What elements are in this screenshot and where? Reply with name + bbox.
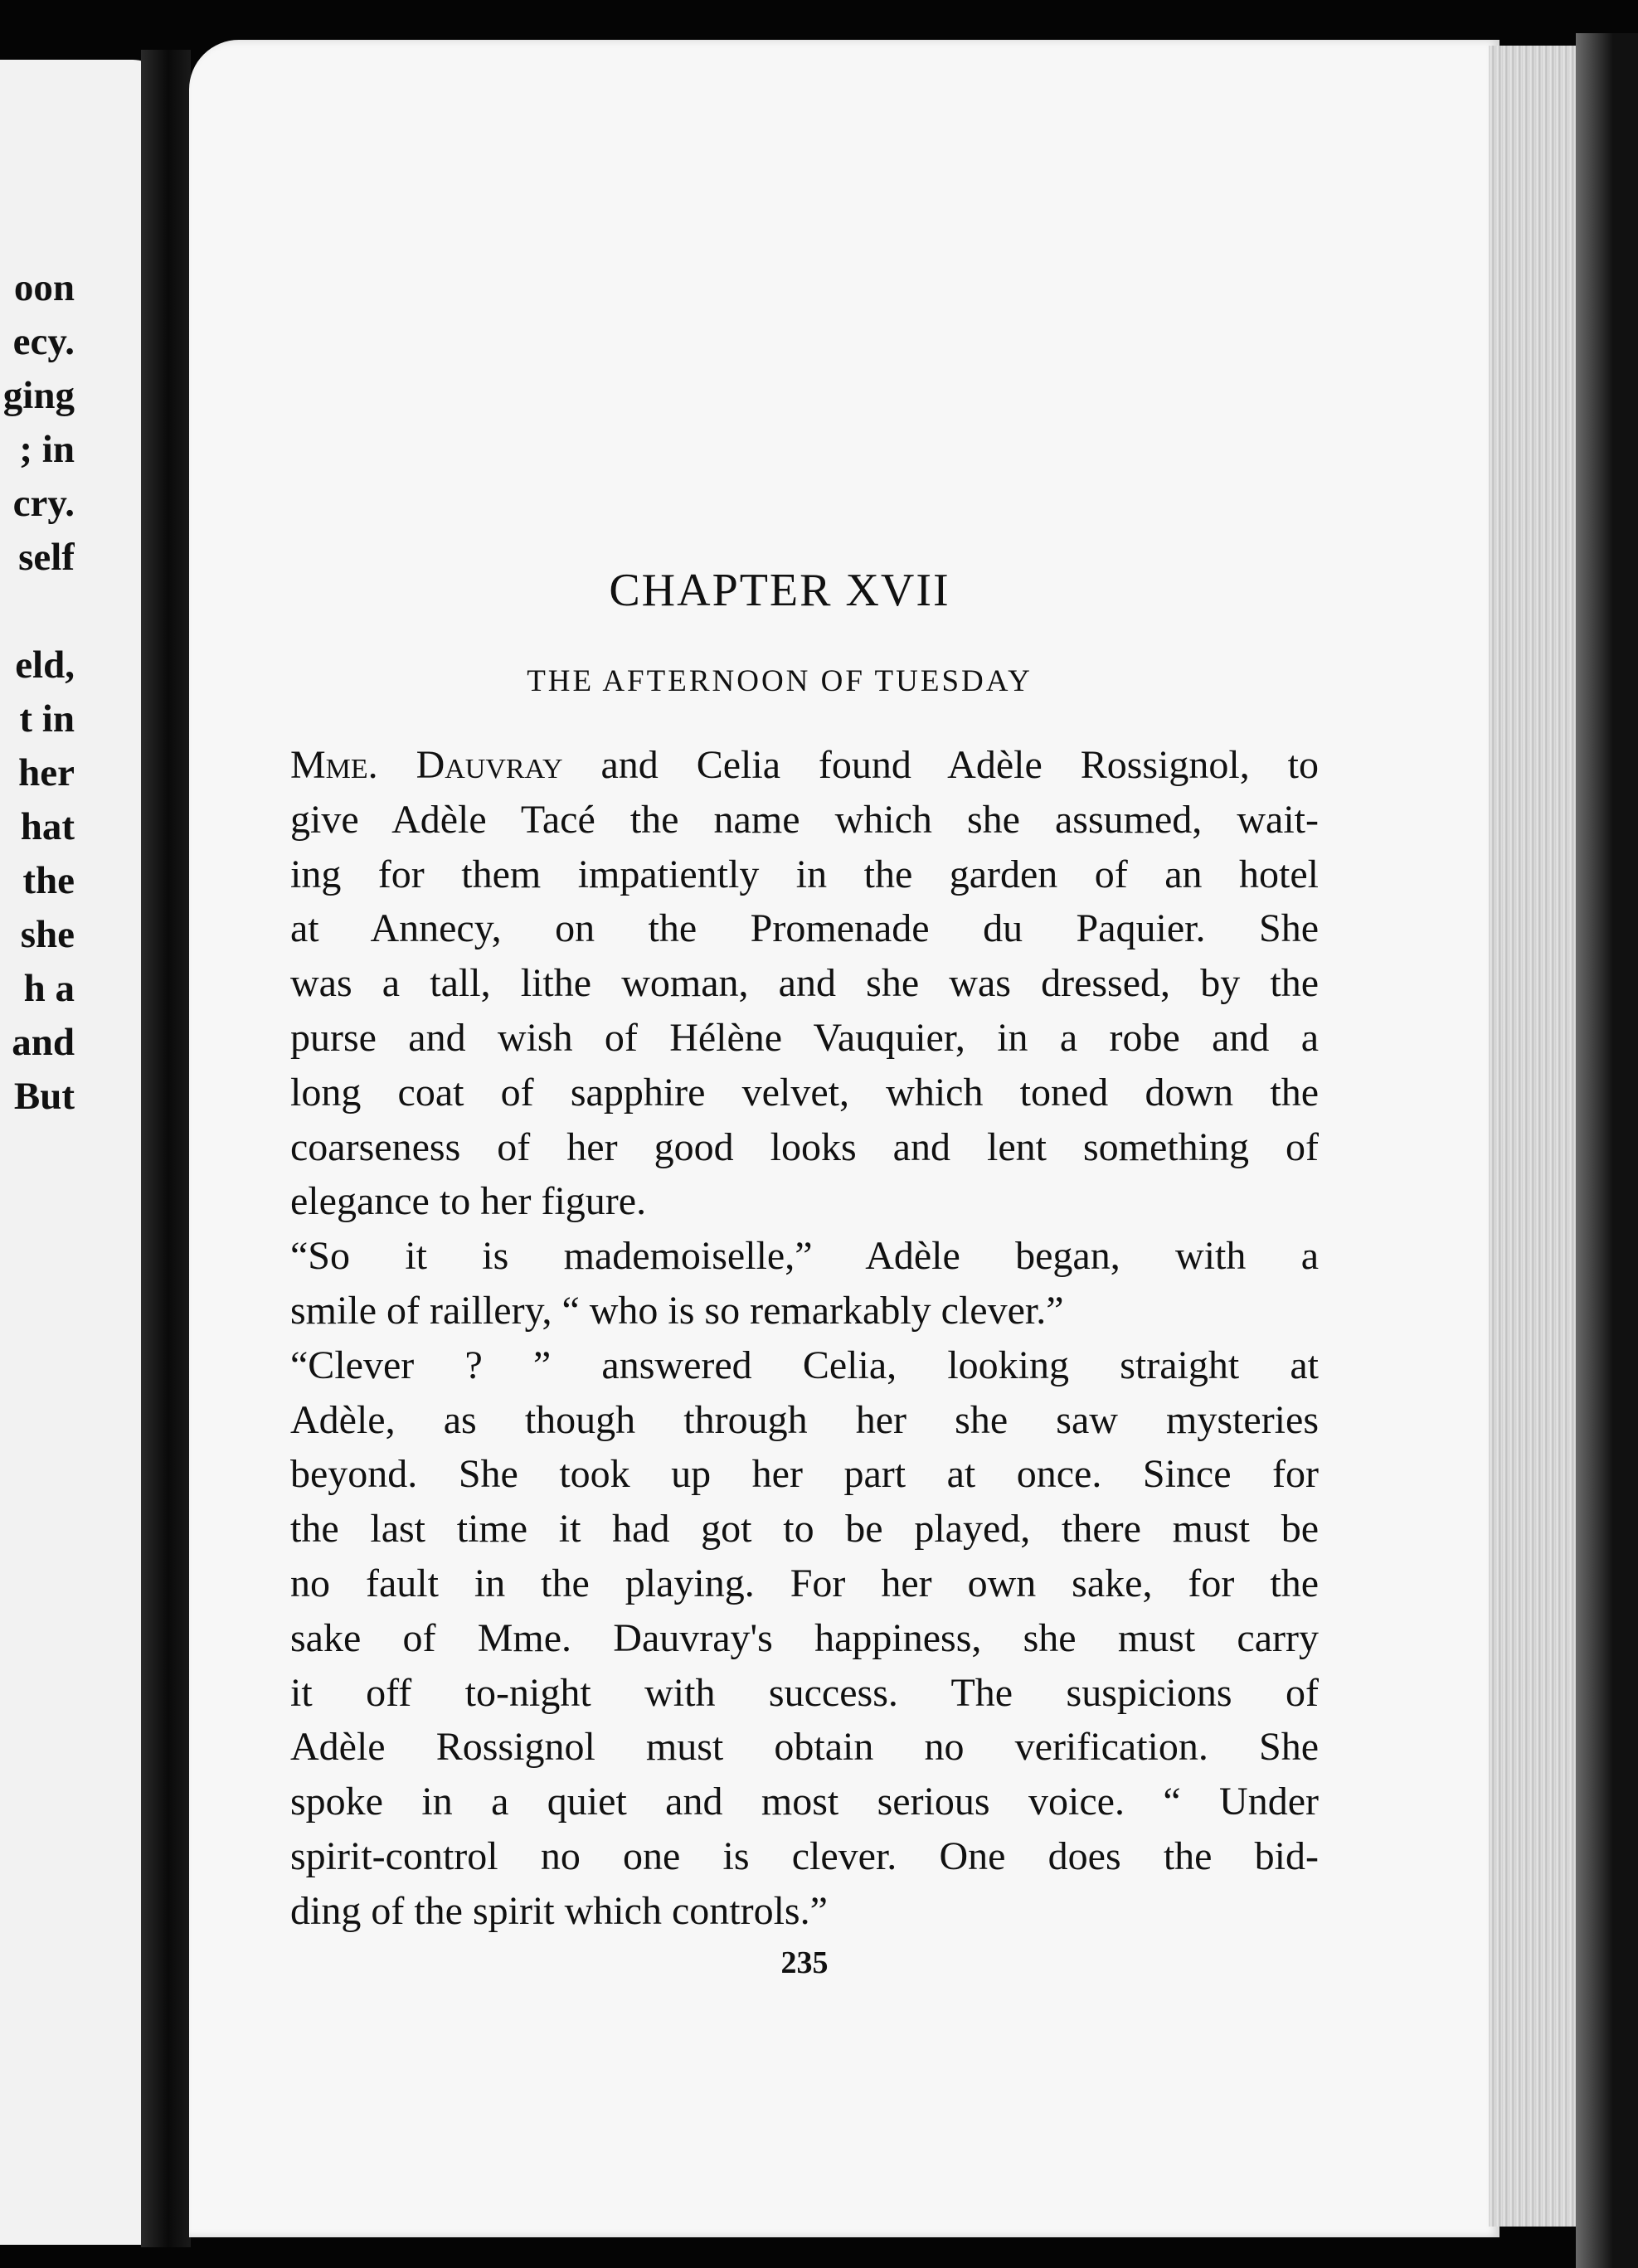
body-line: coarseness of her good looks and lent something of xyxy=(290,1124,1319,1169)
body-line: Adèle Rossignol must obtain no verification. She xyxy=(290,1725,1319,1770)
left-line: she xyxy=(20,913,75,956)
left-line: hat xyxy=(20,805,75,848)
first-line-rest: and Celia found Adèle Rossignol, to xyxy=(562,743,1320,787)
body-line: purse and wish of Hélène Vauquier, in a robe and a xyxy=(290,1015,1319,1060)
body-line: it off to-night with success. The suspicions of xyxy=(290,1670,1319,1715)
body-line: give Adèle Tacé the name which she assumed, wait- xyxy=(290,797,1319,842)
left-line: and xyxy=(12,1021,75,1064)
left-line: ecy. xyxy=(12,320,75,363)
body-line: spirit-control no one is clever. One does the bid- xyxy=(290,1833,1319,1878)
chapter-number: CHAPTER XVII xyxy=(609,565,950,616)
left-line: ; in xyxy=(19,428,75,471)
body-line: long coat of sapphire velvet, which toned down the xyxy=(290,1070,1319,1115)
page-number: 235 xyxy=(780,1945,829,1980)
left-line: the xyxy=(22,859,75,902)
body-line: the last time it had got to be played, there must be xyxy=(290,1507,1319,1552)
body-line: sake of Mme. Dauvray's happiness, she must carry xyxy=(290,1615,1319,1660)
body-line: spoke in a quiet and most serious voice. “ Under xyxy=(290,1780,1319,1824)
left-line: ging xyxy=(2,374,75,417)
left-line: self xyxy=(18,536,75,579)
book-cover-edge xyxy=(1576,33,1638,2268)
body-line: “Clever ? ” answered Celia, looking straight at xyxy=(290,1343,1319,1387)
opening-name: Mme. Dauvray xyxy=(290,743,563,787)
left-line: eld, xyxy=(15,643,75,687)
body-line: was a tall, lithe woman, and she was dressed, by the xyxy=(290,961,1319,1006)
left-line: But xyxy=(13,1075,75,1118)
book-gutter xyxy=(141,50,191,2247)
body-line-first xyxy=(290,738,1319,793)
body-line: Adèle, as though through her she saw mysteries xyxy=(290,1397,1319,1442)
chapter-title: THE AFTERNOON OF TUESDAY xyxy=(527,664,1033,698)
left-line: t in xyxy=(19,697,75,741)
body-line: “So it is mademoiselle,” Adèle began, with a xyxy=(290,1234,1319,1279)
left-line: oon xyxy=(13,266,75,309)
body-text xyxy=(290,738,1319,1939)
left-line: h a xyxy=(23,967,75,1010)
body-line: ding of the spirit which controls.” xyxy=(290,1888,828,1933)
body-line: beyond. She took up her part at once. Since for xyxy=(290,1452,1319,1497)
body-line: at Annecy, on the Promenade du Paquier. She xyxy=(290,906,1319,951)
left-line: her xyxy=(18,751,75,794)
left-line-gap xyxy=(0,585,75,639)
body-line: elegance to her figure. xyxy=(290,1179,647,1224)
left-page-text xyxy=(0,261,75,1124)
left-line: cry. xyxy=(12,482,75,525)
body-line: smile of raillery, “ who is so remarkably clever.” xyxy=(290,1288,1064,1333)
body-line: no fault in the playing. For her own sake, for the xyxy=(290,1561,1319,1605)
body-line: ing for them impatiently in the garden of an hotel xyxy=(290,852,1319,896)
